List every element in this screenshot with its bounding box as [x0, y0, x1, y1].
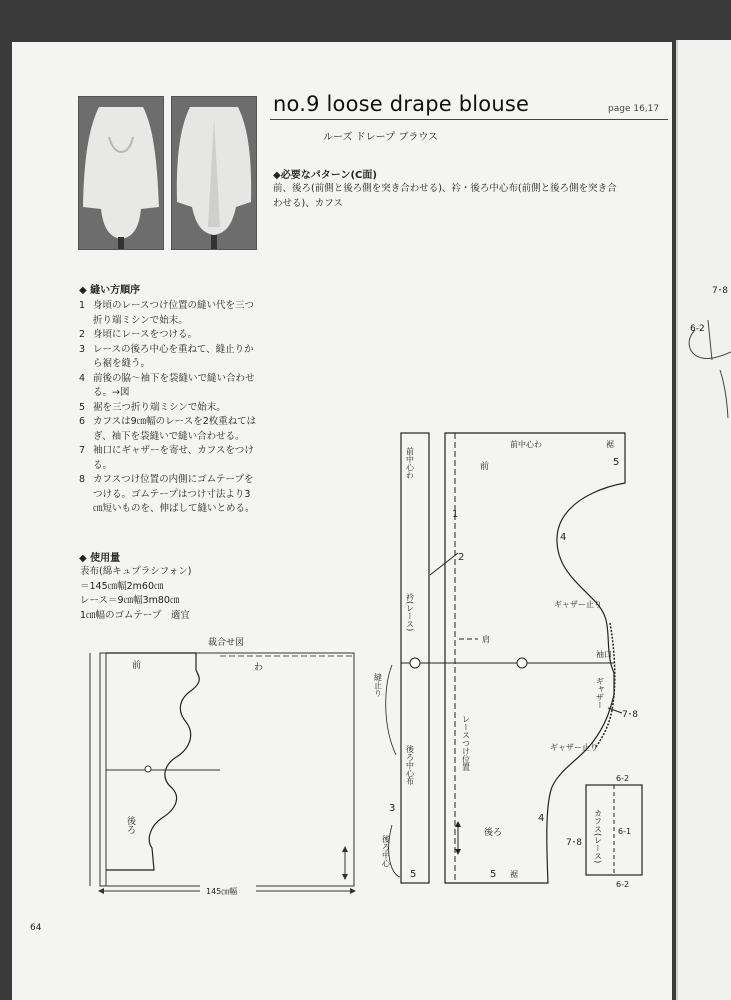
diagram-front-label: 前 — [480, 462, 490, 472]
sewing-steps — [79, 299, 259, 517]
page-reference: page 16,17 — [608, 104, 660, 114]
diagram-lace-position: レースつけ位置 — [461, 715, 471, 771]
sewing-heading: ◆ 縫い方順序 — [79, 285, 141, 296]
side-page-label: 7･8 — [712, 286, 728, 296]
step: 3 レースの後ろ中心を重ねて、縫止りから裾を縫う。 — [79, 343, 254, 369]
page-subtitle: ルーズ ドレープ ブラウス — [323, 132, 439, 143]
page-title: no.9 loose drape blouse — [273, 92, 530, 116]
step: 6 カフスは9㎝幅のレースを2枚重ねてはぎ、袖下を袋縫いで縫い合わせる。 — [79, 416, 256, 442]
back-photo — [171, 96, 257, 250]
diagram-front-center-fold: 前中心わ — [405, 447, 415, 479]
diagram-cuff-opening: 袖口 — [596, 650, 612, 659]
step: 2 身頃にレースをつける。 — [79, 329, 198, 340]
diagram-hem-top: 裾 — [606, 440, 614, 449]
layout-diagram-title: 裁合せ図 — [208, 638, 245, 648]
cutting-layout-diagram — [80, 648, 370, 900]
diagram-number-4a: 4 — [560, 532, 567, 543]
page-number: 64 — [30, 923, 42, 933]
next-page-edge — [676, 40, 731, 1000]
diagram-shoulder: 肩 — [482, 635, 490, 644]
front-photo — [78, 96, 164, 250]
step: 4 前後の脇〜袖下を袋縫いで縫い合わせる。→図 — [79, 372, 255, 398]
diagram-number-4b: 4 — [538, 813, 545, 824]
layout-back-label: 後ろ — [125, 816, 135, 834]
diagram-cuffs-label: カフス(レース) — [593, 809, 603, 864]
title-rule — [270, 119, 668, 120]
diagram-front-center-fold-2: 前中心わ — [510, 440, 542, 449]
diagram-number-2: 2 — [458, 552, 465, 563]
diagram-hem-bottom: 裾 — [510, 870, 518, 879]
step: 5 裾を三つ折り端ミシンで始末。 — [79, 401, 226, 413]
diagram-number-5: 5 — [410, 869, 417, 880]
diagram-stitch-stop: 縫止り — [373, 673, 383, 697]
diagram-number-62b: 6-2 — [616, 880, 630, 889]
diagram-number-1: 1 — [452, 509, 459, 520]
diagram-gather-stop-top: ギャザー止り — [554, 600, 602, 609]
diagram-number-62a: 6-2 — [616, 774, 630, 783]
side-page-sketch — [680, 300, 731, 420]
materials-list: 表布(綿キュプラシフォン) ＝145㎝幅2m60㎝ レース＝9㎝幅3m80㎝ 1㎝幅のゴムテープ 適宜 — [80, 566, 192, 621]
step: 1 身頃のレースつけ位置の縫い代を三つ折り端ミシンで始末。 — [79, 300, 255, 326]
diagram-back-label: 後ろ — [484, 828, 503, 838]
layout-width-label: 145㎝幅 — [206, 887, 238, 896]
diagram-back-center: 後ろ中心 — [381, 835, 391, 867]
diagram-number-78b: 7･8 — [566, 838, 582, 848]
patterns-text: 前、後ろ(前側と後ろ側を突き合わせる)、衿・後ろ中心布(前側と後ろ側を突き合わせる)、カフス — [273, 183, 617, 209]
diagram-number-3: 3 — [389, 803, 396, 814]
layout-front-label: 前 — [132, 661, 142, 671]
materials-heading: ◆ 使用量 — [79, 553, 121, 564]
diagram-collar-label: 衿(レース) — [405, 593, 415, 632]
diagram-number-78a: 7･8 — [622, 710, 638, 720]
pattern-diagram — [370, 425, 660, 900]
diagram-back-center-cloth: 後ろ中心布 — [405, 745, 415, 785]
diagram-number-5c: 5 — [490, 869, 497, 880]
patterns-heading: ◆必要なパターン(C面) — [273, 170, 377, 181]
layout-fold-label: わ — [254, 663, 264, 673]
step: 7 袖口にギャザーを寄せ、カフスをつける。 — [79, 445, 254, 471]
step: 8 カフスつけ位置の内側にゴムテープをつける。ゴムテープはつけ寸法より3㎝短いものを、伸ばして縫いとめる。 — [79, 474, 255, 514]
side-page-label: 6-2 — [690, 324, 705, 334]
diagram-number-5b: 5 — [613, 457, 620, 468]
diagram-gather-stop-bottom: ギャザー止り — [550, 743, 598, 752]
diagram-number-61: 6-1 — [618, 827, 632, 836]
diagram-gather: ギャザー — [595, 677, 605, 709]
